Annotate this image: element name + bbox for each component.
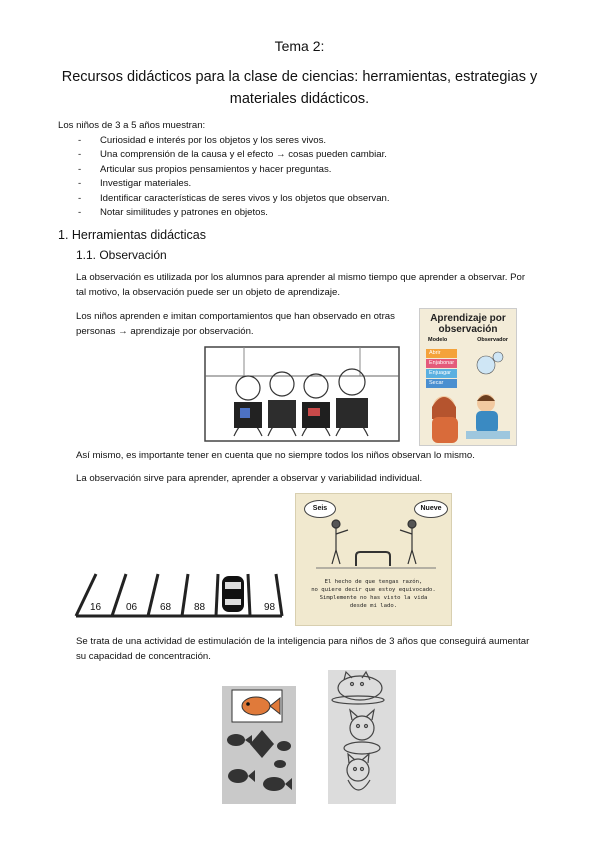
- poster-columns: [420, 335, 516, 343]
- paragraph-line: su capacidad de concentración.: [76, 651, 211, 662]
- bullet-list: [78, 134, 390, 220]
- poster-col-label: Observador: [477, 337, 508, 343]
- parking-number: 06: [126, 602, 138, 613]
- list-item: - Investigar materiales.: [78, 177, 390, 191]
- poster-col-label: Modelo: [428, 337, 448, 343]
- fish-shadow-activity: [222, 686, 296, 804]
- poster-title: [420, 313, 516, 335]
- paragraph-line: personas → aprendizaje por observación.: [76, 326, 254, 337]
- paragraph-observation: [76, 270, 525, 300]
- parking-numbers-puzzle: [72, 566, 286, 620]
- caption-line: Simplemente no has visto la vida: [319, 595, 428, 601]
- paragraph-activity: [76, 634, 529, 664]
- parking-number: 98: [264, 602, 276, 613]
- caption-line: no quiere decir que estoy equivocado.: [311, 587, 436, 593]
- poster-title-line: observación: [438, 324, 498, 335]
- poster-step: Abrir: [426, 349, 457, 358]
- kids-reading-illustration: [204, 346, 400, 442]
- parking-number: 88: [194, 602, 206, 613]
- poster-step: Enjuagar: [426, 369, 457, 378]
- list-item: - Una comprensión de la causa y el efecto → cosas pueden cambiar.: [78, 148, 390, 162]
- list-item: - Notar similitudes y patrones en objetos.: [78, 206, 390, 220]
- cat-icon: [344, 710, 380, 754]
- cats-outline-activity: [328, 670, 396, 804]
- subtitle-line-2: materiales didácticos.: [229, 91, 370, 107]
- page-subtitle: [0, 66, 599, 110]
- paragraph-imitation: [76, 309, 395, 339]
- page-title: Tema 2:: [274, 38, 325, 54]
- poster-step: Secar: [426, 379, 457, 388]
- left-speech-bubble: Seis: [304, 500, 336, 518]
- observation-learning-poster: [419, 308, 517, 446]
- subsection-heading: 1.1. Observación: [76, 248, 167, 262]
- poster-people-drawing: [420, 349, 516, 445]
- six-nine-cartoon: [295, 493, 452, 626]
- list-item: - Identificar características de seres vivos y los objetos que observan.: [78, 192, 390, 206]
- caption-line: El hecho de que tengas razón,: [324, 579, 423, 585]
- cartoon-caption: [296, 578, 451, 610]
- paragraph-purpose: La observación sirve para aprender, aprender a observar y variabilidad individual.: [76, 473, 423, 484]
- section-heading: 1. Herramientas didácticas: [58, 228, 206, 242]
- paragraph-variability: Así mismo, es importante tener en cuenta que no siempre todos los niños observan lo mismo.: [76, 450, 475, 461]
- paragraph-line: Los niños aprenden e imitan comportamientos que han observado en otras: [76, 311, 395, 322]
- paragraph-line: Se trata de una actividad de estimulación de la inteligencia para niños de 3 años que conseguirá aumentar: [76, 636, 530, 647]
- intro-text: Los niños de 3 a 5 años muestran:: [58, 120, 206, 131]
- subtitle-line-1: Recursos didácticos para la clase de ciencias: herramientas, estrategias y: [61, 69, 538, 85]
- cartoon-figures: [296, 494, 451, 574]
- poster-step: Enjabonar: [426, 359, 457, 368]
- caption-line: desde mi lado.: [349, 603, 398, 609]
- list-item: - Curiosidad e interés por los objetos y los seres vivos.: [78, 134, 390, 148]
- paragraph-line: La observación es utilizada por los alumnos para aprender al mismo tiempo que aprender a observar. Por: [76, 272, 526, 283]
- parked-car-icon: [222, 576, 244, 612]
- poster-title-line: Aprendizaje por: [430, 313, 506, 324]
- list-item: - Articular sus propios pensamientos y hacer preguntas.: [78, 163, 390, 177]
- parking-number: 68: [160, 602, 172, 613]
- cat-icon: [347, 754, 370, 790]
- parking-number: 16: [90, 602, 102, 613]
- right-speech-bubble: Nueve: [414, 500, 448, 518]
- paragraph-line: tal motivo, la observación puede ser un objeto de aprendizaje.: [76, 287, 340, 298]
